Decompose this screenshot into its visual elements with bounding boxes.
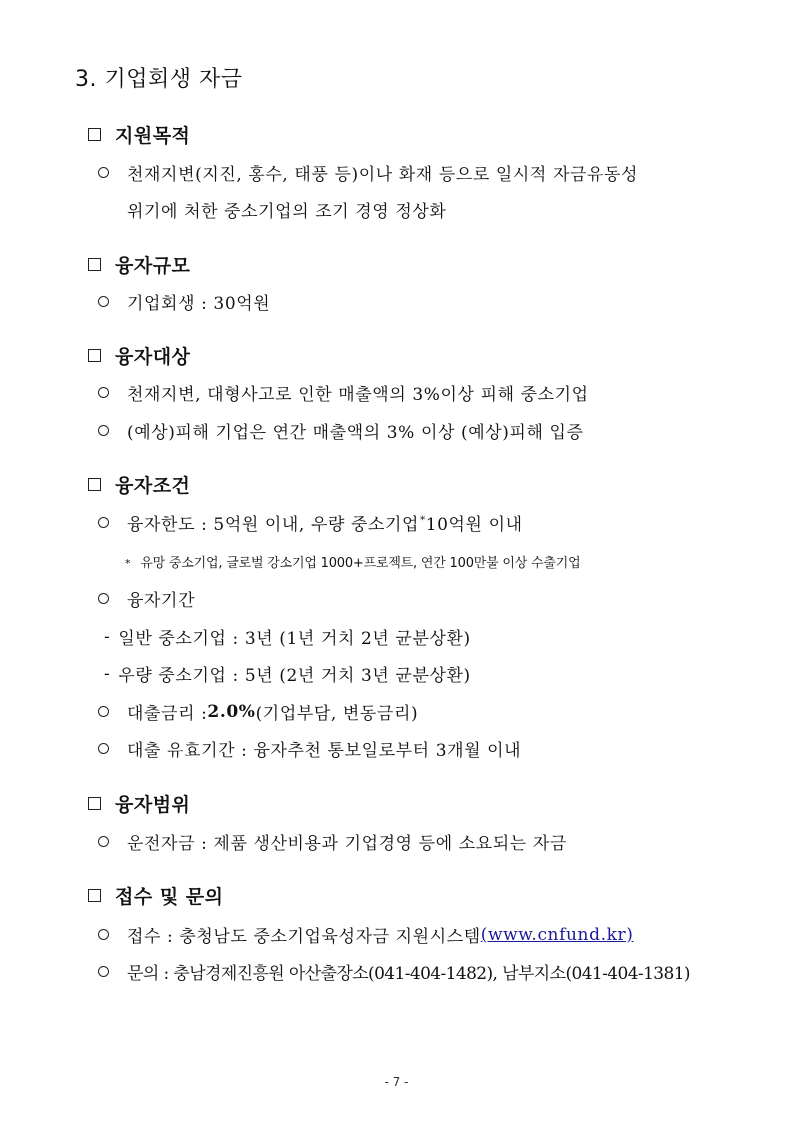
- contact-inquiry: [98, 959, 690, 984]
- conditions-period-excellent-text: 우량 중소기업 : 5년 (2년 거치 3년 균분상환): [118, 666, 471, 686]
- section-heading-scale-label: 융자규모: [115, 255, 191, 277]
- circle-bullet-icon: [98, 836, 109, 847]
- scope-item-text: 운전자금 : 제품 생산비용과 기업경영 등에 소요되는 자금: [127, 834, 567, 854]
- square-bullet-icon: [88, 889, 101, 902]
- circle-bullet-icon: [98, 593, 109, 604]
- square-bullet-icon: [88, 797, 101, 810]
- circle-bullet-icon: [98, 706, 109, 717]
- section-heading-conditions: [88, 471, 190, 498]
- circle-bullet-icon: [98, 966, 109, 977]
- section-heading-contact-label: 접수 및 문의: [115, 886, 224, 908]
- section-heading-purpose: [88, 121, 190, 148]
- conditions-rate-label: 대출금리 :: [127, 704, 208, 724]
- square-bullet-icon: [88, 349, 101, 362]
- section-heading-contact: [88, 882, 224, 909]
- contact-inquiry-text: 문의 : 충남경제진흥원 아산출장소(041-404-1482), 남부지소(041-404-1381): [127, 964, 690, 984]
- page-title: 3. 기업회생 자금: [75, 67, 243, 92]
- circle-bullet-icon: [98, 743, 109, 754]
- scale-item: [98, 289, 270, 314]
- conditions-validity-text: 대출 유효기간 : 융자추천 통보일로부터 3개월 이내: [127, 741, 522, 761]
- footnote-mark: *: [125, 557, 131, 570]
- dash-bullet: -: [104, 663, 111, 684]
- section-heading-conditions-label: 융자조건: [115, 475, 191, 497]
- purpose-item: [98, 160, 638, 185]
- section-heading-target-label: 융자대상: [115, 346, 191, 368]
- section-heading-scale: [88, 251, 190, 278]
- conditions-period-excellent: [104, 661, 471, 686]
- purpose-item-text-continued: 위기에 처한 중소기업의 조기 경영 정상화: [127, 202, 447, 222]
- conditions-rate-note: (기업부담, 변동금리): [255, 704, 419, 724]
- conditions-rate-value: 2.0%: [207, 701, 256, 722]
- purpose-item-continued: [127, 197, 446, 222]
- footnote-reference: *: [420, 515, 426, 526]
- cnfund-link[interactable]: (www.cnfund.kr): [480, 924, 634, 945]
- footnote: [125, 552, 581, 571]
- purpose-item-text: 천재지변(지진, 홍수, 태풍 등)이나 화재 등으로 일시적 자금유동성: [127, 165, 639, 185]
- scale-item-text: 기업회생 : 30억원: [127, 294, 271, 314]
- circle-bullet-icon: [98, 425, 109, 436]
- contact-reception: [98, 922, 633, 947]
- square-bullet-icon: [88, 258, 101, 271]
- square-bullet-icon: [88, 128, 101, 141]
- section-heading-purpose-label: 지원목적: [115, 125, 191, 147]
- conditions-validity: [98, 736, 521, 761]
- conditions-rate: [98, 699, 418, 724]
- footnote-text: 유망 중소기업, 글로벌 강소기업 1000+프로젝트, 연간 100만불 이상 수출기업: [140, 556, 581, 571]
- circle-bullet-icon: [98, 387, 109, 398]
- target-item-text: 천재지변, 대형사고로 인한 매출액의 3%이상 피해 중소기업: [127, 385, 589, 405]
- circle-bullet-icon: [98, 296, 109, 307]
- conditions-limit-text: 융자한도 : 5억원 이내, 우량 중소기업: [127, 515, 420, 535]
- section-heading-target: [88, 342, 190, 369]
- contact-reception-text: 접수 : 충청남도 중소기업육성자금 지원시스템: [127, 927, 481, 947]
- conditions-limit-text-end: 10억원 이내: [425, 515, 523, 535]
- conditions-period: [98, 586, 195, 611]
- conditions-period-general: [104, 624, 471, 649]
- section-heading-scope: [88, 790, 190, 817]
- target-item-text: (예상)피해 기업은 연간 매출액의 3% 이상 (예상)피해 입증: [127, 423, 584, 443]
- section-heading-scope-label: 융자범위: [115, 794, 191, 816]
- conditions-limit: [98, 510, 523, 535]
- target-item: [98, 380, 589, 405]
- conditions-period-label: 융자기간: [127, 591, 196, 611]
- target-item: [98, 418, 584, 443]
- conditions-period-general-text: 일반 중소기업 : 3년 (1년 거치 2년 균분상환): [118, 629, 471, 649]
- circle-bullet-icon: [98, 929, 109, 940]
- scope-item: [98, 829, 567, 854]
- square-bullet-icon: [88, 478, 101, 491]
- circle-bullet-icon: [98, 517, 109, 528]
- circle-bullet-icon: [98, 167, 109, 178]
- page-number: - 7 -: [384, 1075, 409, 1089]
- dash-bullet: -: [104, 626, 111, 647]
